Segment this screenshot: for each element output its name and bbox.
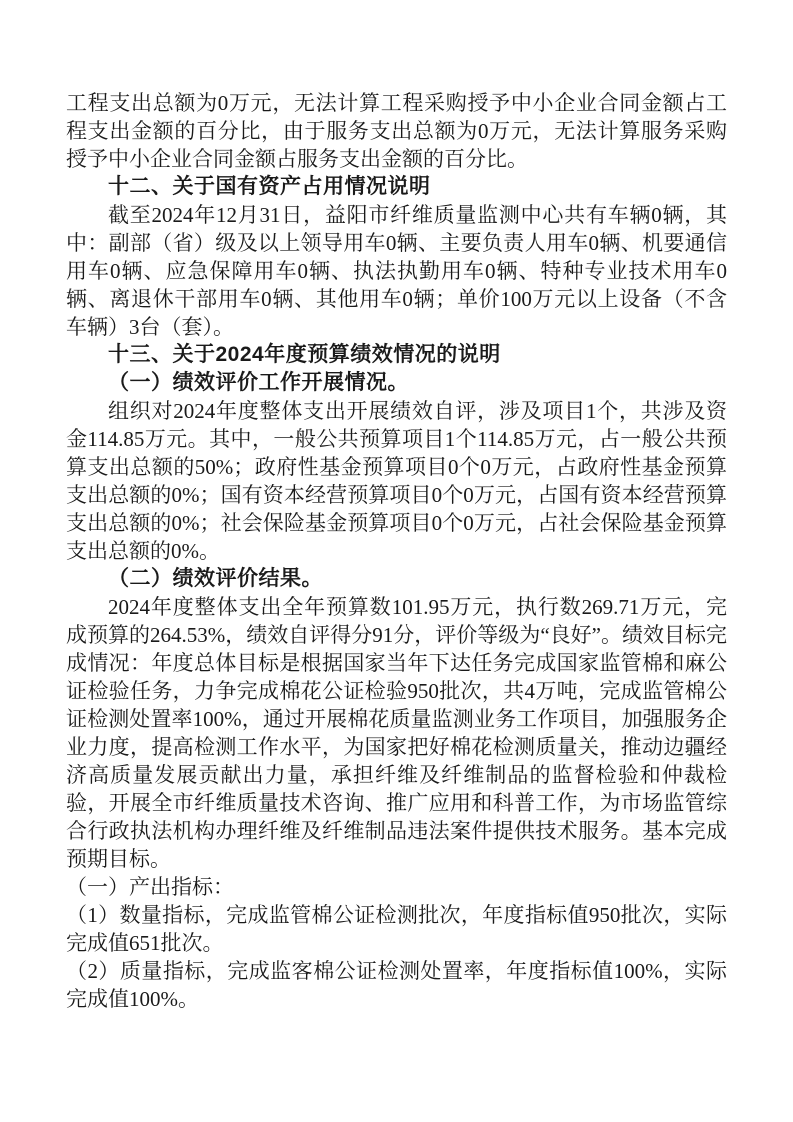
paragraph-performance-self-evaluation: 组织对2024年度整体支出开展绩效自评，涉及项目1个，共涉及资金114.85万元。其中，一般公共预算项目1个114.85万元，占一般公共预算支出总额的50%；政府性基金预算项目0个0万元，占政府性基金预算支出总额的0%；国有资本经营预算项目0个0万元，占国有资本经营预算支出总额的0%；社会保险基金预算项目0个0万元，占社会保险基金预算支出总额的0%。 <box>66 399 727 563</box>
paragraph-state-assets-detail: 截至2024年12月31日，益阳市纤维质量监测中心共有车辆0辆，其中：副部（省）级及以上领导用车0辆、主要负责人用车0辆、机要通信用车0辆、应急保障用车0辆、执法执勤用车0辆、特种专业技术用车0辆、离退休干部用车0辆、其他用车0辆；单价100万元以上设备（不含车辆）3台（套）。 <box>66 203 727 339</box>
paragraph-quantity-indicator: （1）数量指标，完成监管棉公证检测批次，年度指标值950批次，实际完成值651批次。 <box>66 903 727 955</box>
paragraph-procurement-continuation: 工程支出总额为0万元，无法计算工程采购授予中小企业合同金额占工程支出金额的百分比，由于服务支出总额为0万元，无法计算服务采购授予中小企业合同金额占服务支出金额的百分比。 <box>66 91 727 171</box>
paragraph-quality-indicator: （2）质量指标，完成监客棉公证检测处置率，年度指标值100%，实际完成值100%。 <box>66 959 727 1011</box>
heading-section-twelve-state-assets: 十二、关于国有资产占用情况说明 <box>108 175 431 198</box>
paragraph-performance-result-detail: 2024年度整体支出全年预算数101.95万元，执行数269.71万元，完成预算的264.53%，绩效自评得分91分，评价等级为“良好”。绩效目标完成情况：年度总体目标是根据国家当年下达任务完成国家监管棉和麻公证检验任务，力争完成棉花公证检验950批次，共4万吨，完成监管棉公证检测处置率100%，通过开展棉花质量监测业务工作项目，加强服务企业力度，提高检测工作水平，为国家把好棉花检测质量关，推动边疆经济高质量发展贡献出力量，承担纤维及纤维制品的监督检验和仲裁检验，开展全市纤维质量技术咨询、推广应用和科普工作，为市场监管综合行政执法机构办理纤维及纤维制品违法案件提供技术服务。基本完成预期目标。 <box>66 595 727 871</box>
heading-performance-evaluation-result: （二）绩效评价结果。 <box>108 567 323 590</box>
label-output-indicators: （一）产出指标： <box>66 875 234 899</box>
heading-section-thirteen-budget-performance: 十三、关于2024年度预算绩效情况的说明 <box>108 343 501 366</box>
heading-performance-evaluation-work: （一）绩效评价工作开展情况。 <box>108 371 409 394</box>
